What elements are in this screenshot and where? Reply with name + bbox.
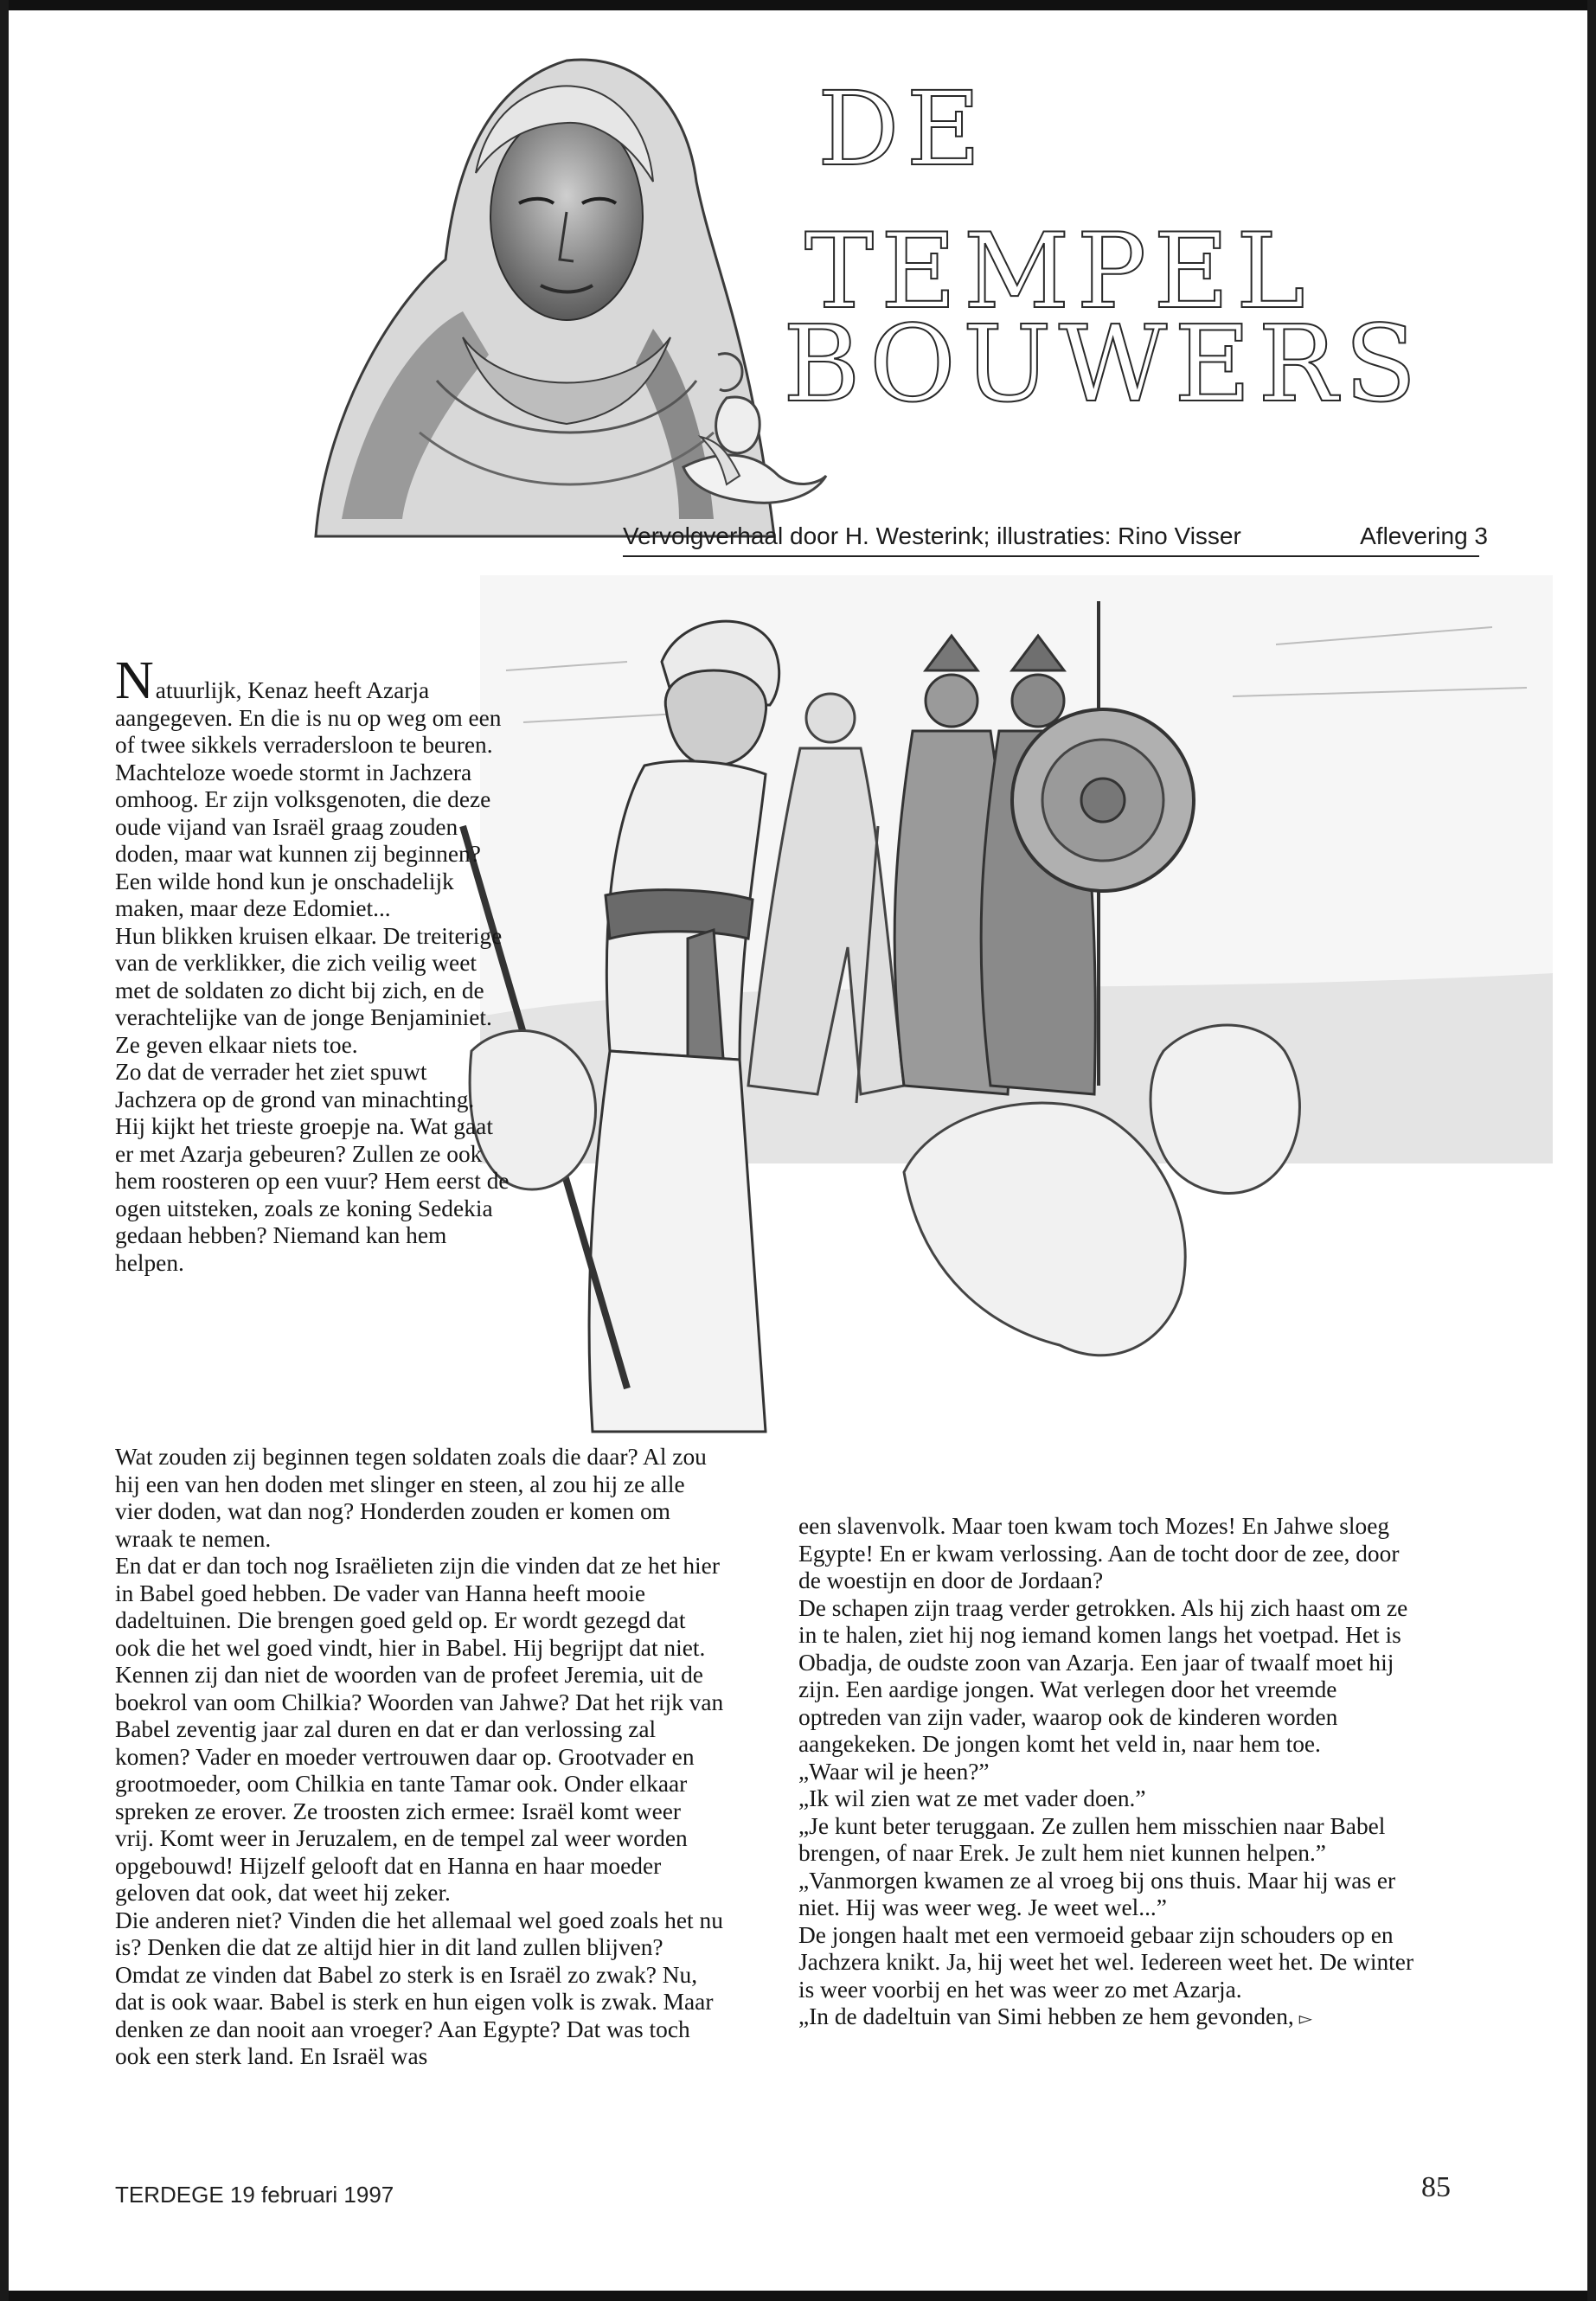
- title-line-3: BOUWERS: [783, 303, 1424, 426]
- paragraph: Wat zouden zij beginnen tegen soldaten zoals die daar? Al zou hij een van hen doden met slinger en steen, al zou hij ze alle vier doden, wat dan nog? Honderden zouden er komen om wraak te nemen.: [115, 1444, 707, 1552]
- paragraph: De jongen haalt met een vermoeid gebaar zijn schouders op en Jachzera knikt. Ja, hij weet het wel. Iedereen weet het. De winter is weer voorbij en het was weer zo met Azarja.: [798, 1921, 1414, 2003]
- byline-credits: Vervolgverhaal door H. Westerink; illustraties: Rino Visser: [623, 522, 1241, 549]
- paragraph: En dat er dan toch nog Israëlieten zijn die vinden dat ze het hier in Babel goed hebben. De vader van Hanna heeft mooie dadeltuinen. Die brengen goed geld op. Er wordt gezegd dat ook die het wel goed vindt, hier in Babel. Hij begrijpt dat niet. Kennen zij dan niet de woorden van de profeet Jeremia, uit de boekrol van oom Chilkia? Woorden van Jahwe? Dat het rijk van Babel zeventig jaar zal duren en dat er dan verlossing zal komen? Vader en moeder vertrouwen daar op. Grootvader en grootmoeder, oom Chilkia en tante Tamar ook. Onder elkaar spreken ze erover. Ze troosten zich ermee: Israël komt weer vrij. Komt weer in Jeruzalem, en de tempel zal weer worden opgebouwd! Hijzelf gelooft dat en Hanna en haar moeder geloven dat ook, dat weet hij zeker.: [115, 1553, 724, 1906]
- dialogue-line: „Je kunt beter teruggaan. Ze zullen hem misschien naar Babel brengen, of naar Erek. Je zult hem niet kunnen helpen.”: [798, 1812, 1386, 1866]
- page-number: 85: [1421, 2171, 1451, 2203]
- paragraph: Hun blikken kruisen elkaar. De treiterige van de verklikker, die zich veilig weet met de soldaten zo dicht bij zich, en de verachtelijke van de jonge Benjaminiet. Ze geven elkaar niets toe.: [115, 922, 503, 1058]
- dialogue-line: „Ik wil zien wat ze met vader doen.”: [798, 1785, 1146, 1811]
- scan-border-right: [1587, 0, 1596, 2301]
- shepherd-and-soldiers-illustration: [454, 567, 1561, 1440]
- continue-arrow-icon: ▻: [1298, 2009, 1313, 2029]
- dialogue-line: „Waar wil je heen?”: [798, 1758, 990, 1785]
- paragraph: een slavenvolk. Maar toen kwam toch Mozes! En Jahwe sloeg Egypte! En er kwam verlossing. Aan de tocht door de zee, door de woestijn en door de Jordaan?: [798, 1513, 1400, 1593]
- paragraph: Die anderen niet? Vinden die het allemaal wel goed zoals het nu is? Denken die dat ze altijd hier in dit land zullen blijven? Omdat ze vinden dat Babel zo sterk is en Israël zo zwak? Nu, dat is ook waar. Babel is sterk en hun eigen volk is zwak. Maar denken ze dan nooit aan vroeger? Aan Egypte? Dat was toch ook een sterk land. En Israël was: [115, 1907, 723, 2069]
- episode-label: Aflevering 3: [1360, 522, 1488, 549]
- paragraph: Hij kijkt het trieste groepje na. Wat gaat er met Azarja gebeuren? Zullen ze ook hem roosteren op een vuur? Hem eerst de ogen uitsteken, zoals ze koning Sedekia gedaan hebben? Niemand kan hem helpen.: [115, 1113, 510, 1276]
- header-rule: [623, 555, 1479, 557]
- opening-text: atuurlijk, Kenaz heeft Azarja aangegeven. En die is nu op weg om een of twee sikkels verradersloon te beuren. Machteloze woede stormt in Jachzera omhoog. Er zijn volksgenoten, die deze oude vijand van Israël graag zouden doden, maar wat kunnen zij beginnen? Een wilde hond kun je onschadelijk maken, maar deze Edomiet...: [115, 677, 502, 921]
- title-line-2: TEMPEL: [804, 212, 1312, 332]
- title-line-1: DE: [817, 69, 988, 189]
- article-column-left-bottom: [115, 1444, 725, 2071]
- article-column-left-top: [115, 651, 513, 1277]
- scan-border-top: [0, 0, 1596, 10]
- opening-paragraph: [115, 651, 513, 923]
- paragraph: Zo dat de verrader het ziet spuwt Jachzera op de grond van minachting.: [115, 1059, 475, 1112]
- round-shield: [1012, 709, 1194, 891]
- magazine-footer: TERDEGE 19 februari 1997: [115, 2182, 394, 2208]
- scan-border-bottom: [0, 2291, 1596, 2301]
- scan-border-left: [0, 0, 9, 2301]
- dialogue-line: „Vanmorgen kwamen ze al vroeg bij ons thuis. Maar hij was er niet. Hij was weer weg. Je weet wel...”: [798, 1867, 1396, 1920]
- paragraph: De schapen zijn traag verder getrokken. Als hij zich haast om ze in te halen, ziet hij nog iemand komen langs het voetpad. Het is Obadja, de oudste zoon van Azarja. Een jaar of twaalf moet hij zijn. Een aardige jongen. Wat verlegen door het vreemde optreden van zijn vader, waarop ook de kinderen worden aangekeken. De jongen komt het veld in, naar hem toe.: [798, 1594, 1408, 1757]
- byline: [623, 519, 1488, 554]
- last-line: [798, 2003, 1421, 2034]
- article-column-right: [798, 1513, 1421, 2034]
- drop-initial: N: [115, 651, 154, 710]
- last-line-text: „In de dadeltuin van Simi hebben ze hem gevonden,: [798, 2003, 1294, 2029]
